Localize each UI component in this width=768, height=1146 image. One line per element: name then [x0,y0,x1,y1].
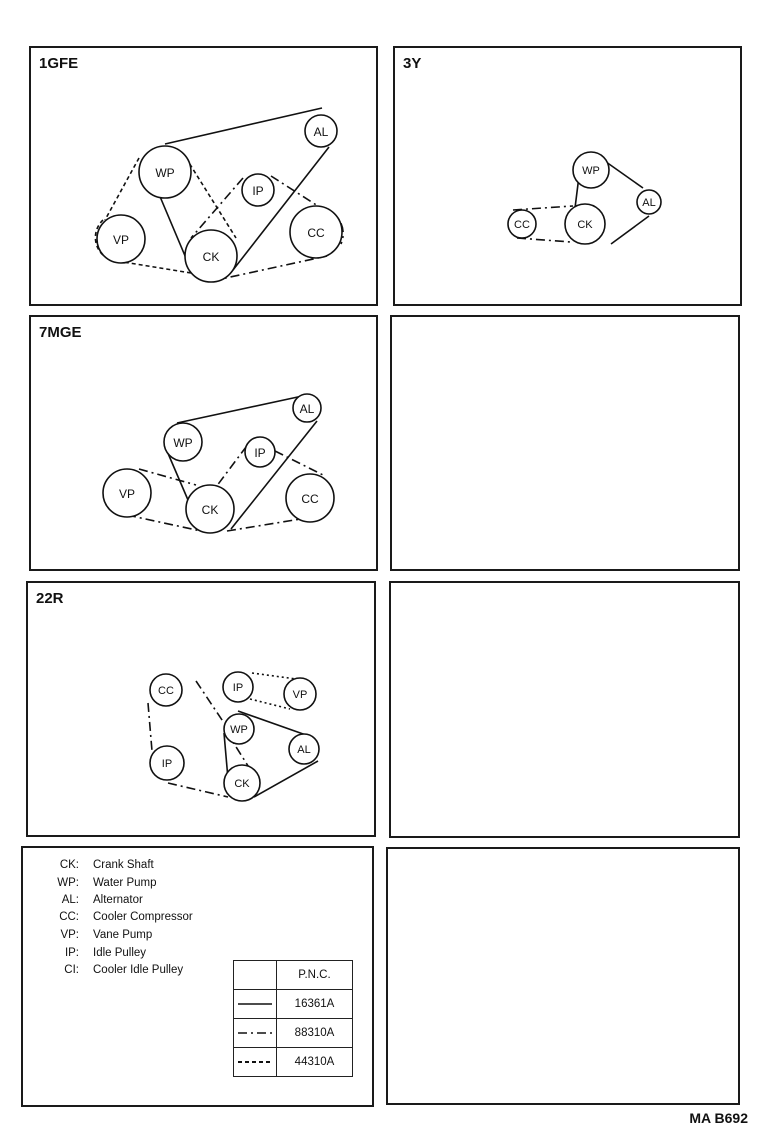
label-vp: VP [118,487,136,501]
legend-abbr: WP: [57,877,79,889]
belt-diagram-3y [395,48,744,308]
label-al: AL [299,402,315,416]
pnc-code: 88310A [277,1019,353,1048]
legend-name: Crank Shaft [93,859,154,871]
legend-name: Vane Pump [93,929,153,941]
legend-abbr: AL: [61,894,79,906]
pnc-table [233,960,353,1077]
pnc-header-blank [234,961,277,990]
diagram-panel-3y [393,46,742,306]
belt-diagram-22r [28,583,378,839]
pnc-header-row [234,961,353,990]
legend-abbr: IP: [64,947,79,959]
pnc-code: 16361A [277,990,353,1019]
label-ip: IP [252,184,264,198]
empty-panel-3 [386,847,740,1105]
label-wp: WP [173,436,193,450]
label-wp: WP [155,166,175,180]
pnc-row [234,1048,353,1077]
label-ck: CK [202,250,220,264]
label-cc: CC [301,492,319,506]
label-wp: WP [582,165,600,177]
label-cc: CC [307,226,325,240]
label-ip: IP [254,446,266,460]
label-al: AL [642,197,656,209]
panel-title: 7MGE [39,324,82,341]
label-ip: IP [232,682,244,694]
belt-diagram-1gfe [31,48,380,308]
label-al: AL [313,125,329,139]
label-ck: CK [234,778,250,790]
legend-name: Idle Pulley [93,947,147,959]
figure-code: MA B692 [689,1110,748,1126]
diagram-panel-1gfe [29,46,378,306]
pnc-header: P.N.C. [277,961,353,990]
pnc-row [234,1019,353,1048]
panel-title: 1GFE [39,55,79,72]
legend-name: Cooler Compressor [93,911,193,923]
diagram-panel-22r [26,581,376,837]
label-cc: CC [514,219,530,231]
label-al: AL [297,744,311,756]
panel-title: 3Y [403,55,422,72]
label-ck: CK [201,503,219,517]
panel-title: 22R [36,590,64,607]
label-wp: WP [230,724,248,736]
legend-abbr: CK: [59,859,79,871]
label-cc: CC [158,685,174,697]
legend-name: Water Pump [93,877,157,889]
label-ip: IP [161,758,173,770]
legend-abbr: VP: [60,929,79,941]
label-ck: CK [577,219,593,231]
label-vp: VP [292,689,308,701]
label-vp: VP [112,233,130,247]
pnc-code: 44310A [277,1048,353,1077]
line-swatch-solid [234,990,277,1019]
legend-name: Alternator [93,894,143,906]
legend-panel [21,846,374,1107]
legend-abbr: CI: [64,964,79,976]
line-swatch-dashed [234,1048,277,1077]
empty-panel-2 [389,581,740,838]
legend-abbr: CC: [59,911,79,923]
empty-panel-1 [390,315,740,571]
line-swatch-dash-dot [234,1019,277,1048]
belt-diagram-7mge [31,317,380,573]
diagram-panel-7mge [29,315,378,571]
pnc-row [234,990,353,1019]
legend-name: Cooler Idle Pulley [93,964,184,976]
